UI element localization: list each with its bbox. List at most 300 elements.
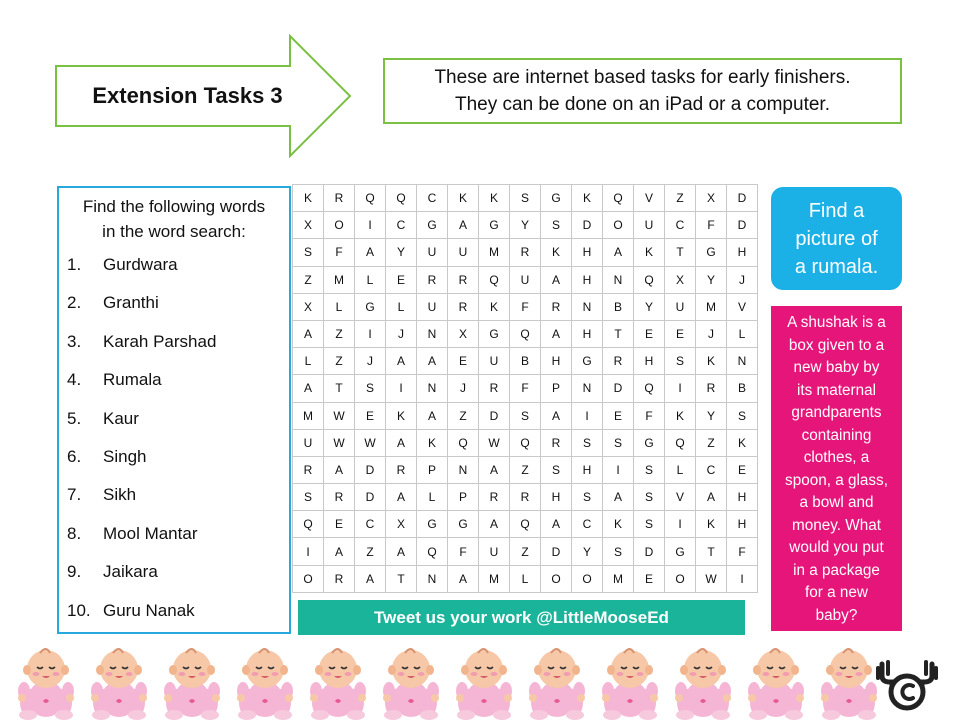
shushak-text-line: grandparents — [791, 404, 882, 421]
grid-row — [293, 266, 758, 293]
baby-icon — [375, 643, 447, 720]
grid-row — [293, 212, 758, 239]
list-number: 5. — [67, 408, 82, 428]
shushak-text-line: would you put — [789, 539, 884, 556]
baby-icon — [302, 643, 374, 720]
intro-line-2: They can be done on an iPad or a computer. — [455, 94, 830, 115]
grid-cell: A — [386, 348, 417, 375]
grid-cell: Z — [448, 402, 479, 429]
grid-cell: X — [293, 293, 324, 320]
grid-cell: R — [448, 266, 479, 293]
grid-cell: A — [448, 212, 479, 239]
shushak-text-line: A shushak is a — [787, 314, 886, 331]
list-number: 2. — [67, 293, 82, 313]
grid-cell: S — [665, 348, 696, 375]
grid-cell: G — [572, 348, 603, 375]
grid-cell: Q — [634, 266, 665, 293]
grid-cell: V — [634, 185, 665, 212]
grid-cell: W — [696, 565, 727, 592]
grid-cell: S — [293, 484, 324, 511]
list-number: 4. — [67, 370, 82, 390]
grid-cell: X — [386, 511, 417, 538]
tweet-banner: Tweet us your work @LittleMooseEd — [298, 600, 745, 635]
list-item — [59, 476, 289, 514]
list-word: Karah Parshad — [103, 331, 217, 351]
shushak-text-line: box given to a — [788, 336, 885, 354]
grid-row — [293, 293, 758, 320]
grid-cell: F — [324, 239, 355, 266]
grid-cell: Q — [603, 185, 634, 212]
grid-cell: S — [727, 402, 758, 429]
grid-cell: A — [324, 538, 355, 565]
grid-cell: E — [727, 456, 758, 483]
shushak-text-line: spoon, a glass, — [785, 471, 888, 489]
grid-cell: S — [634, 456, 665, 483]
grid-cell: E — [634, 565, 665, 592]
grid-row — [293, 565, 758, 592]
grid-cell: F — [634, 402, 665, 429]
grid-cell: N — [417, 565, 448, 592]
grid-cell: U — [293, 429, 324, 456]
list-item — [59, 246, 289, 284]
grid-row — [293, 185, 758, 212]
grid-cell: Z — [293, 266, 324, 293]
grid-cell: R — [541, 429, 572, 456]
grid-cell: Q — [293, 511, 324, 538]
grid-cell: A — [417, 402, 448, 429]
grid-cell: Z — [355, 538, 386, 565]
grid-cell: A — [448, 565, 479, 592]
grid-cell: Q — [510, 429, 541, 456]
grid-cell: N — [572, 293, 603, 320]
grid-cell: D — [479, 402, 510, 429]
grid-cell: Z — [696, 429, 727, 456]
grid-cell: R — [386, 456, 417, 483]
grid-cell: R — [696, 375, 727, 402]
list-number: 3. — [67, 331, 82, 351]
baby-icon — [594, 643, 666, 720]
grid-cell: Y — [386, 239, 417, 266]
shushak-text-line: money. What — [792, 516, 881, 534]
grid-cell: K — [603, 511, 634, 538]
grid-cell: U — [634, 212, 665, 239]
list-word: Sikh — [103, 485, 137, 505]
grid-cell: S — [355, 375, 386, 402]
grid-cell: H — [727, 484, 758, 511]
grid-cell: N — [572, 375, 603, 402]
grid-cell: A — [386, 484, 417, 511]
moose-copyright-icon — [874, 656, 940, 712]
grid-cell: E — [324, 511, 355, 538]
grid-cell: K — [572, 185, 603, 212]
find-line-1: Find a — [808, 199, 865, 222]
grid-cell: F — [448, 538, 479, 565]
grid-cell: H — [572, 456, 603, 483]
grid-cell: Y — [634, 293, 665, 320]
list-word: Rumala — [103, 370, 162, 390]
baby-strip — [10, 643, 880, 720]
grid-cell: N — [417, 320, 448, 347]
word-list-title-line-1: Find the following words — [82, 197, 266, 216]
grid-cell: C — [386, 212, 417, 239]
grid-cell: K — [293, 185, 324, 212]
grid-cell: O — [541, 565, 572, 592]
list-number: 10. — [67, 600, 91, 620]
word-list-title — [59, 194, 289, 244]
grid-cell: V — [727, 293, 758, 320]
grid-cell: U — [479, 348, 510, 375]
grid-cell: K — [696, 511, 727, 538]
grid-cell: G — [665, 538, 696, 565]
list-word: Gurdwara — [103, 255, 178, 274]
grid-cell: W — [324, 402, 355, 429]
grid-cell: R — [324, 484, 355, 511]
grid-cell: I — [665, 511, 696, 538]
grid-cell: E — [355, 402, 386, 429]
grid-cell: U — [448, 239, 479, 266]
grid-cell: Q — [355, 185, 386, 212]
grid-cell: I — [293, 538, 324, 565]
grid-cell: X — [696, 185, 727, 212]
grid-cell: P — [541, 375, 572, 402]
list-item — [59, 284, 289, 322]
grid-cell: V — [665, 484, 696, 511]
grid-cell: O — [572, 565, 603, 592]
grid-row — [293, 402, 758, 429]
grid-cell: R — [510, 239, 541, 266]
grid-cell: K — [727, 429, 758, 456]
grid-cell: C — [572, 511, 603, 538]
shushak-text-line: clothes, a — [803, 449, 870, 466]
grid-row — [293, 239, 758, 266]
grid-cell: H — [541, 348, 572, 375]
grid-cell: G — [541, 185, 572, 212]
grid-cell: D — [603, 375, 634, 402]
grid-cell: L — [293, 348, 324, 375]
list-word: Mool Mantar — [103, 523, 198, 543]
grid-row — [293, 538, 758, 565]
grid-cell: A — [386, 429, 417, 456]
grid-cell: I — [603, 456, 634, 483]
grid-cell: D — [634, 538, 665, 565]
baby-icon — [448, 643, 520, 720]
grid-cell: Y — [510, 212, 541, 239]
grid-row — [293, 320, 758, 347]
grid-cell: S — [541, 212, 572, 239]
grid-cell: R — [293, 456, 324, 483]
grid-cell: E — [386, 266, 417, 293]
grid-cell: G — [479, 212, 510, 239]
shushak-text-line: for a new — [805, 584, 868, 601]
grid-cell: R — [417, 266, 448, 293]
grid-cell: U — [510, 266, 541, 293]
grid-cell: D — [355, 484, 386, 511]
grid-cell: R — [479, 484, 510, 511]
grid-cell: T — [324, 375, 355, 402]
grid-cell: D — [727, 212, 758, 239]
grid-cell: G — [355, 293, 386, 320]
grid-cell: Z — [510, 538, 541, 565]
list-item — [59, 592, 289, 630]
grid-cell: X — [448, 320, 479, 347]
list-word: Singh — [103, 446, 147, 466]
grid-cell: N — [727, 348, 758, 375]
grid-cell: K — [386, 402, 417, 429]
shushak-text-line: new baby by — [793, 359, 880, 376]
grid-cell: Z — [324, 348, 355, 375]
grid-cell: Y — [696, 402, 727, 429]
grid-cell: K — [479, 293, 510, 320]
grid-cell: A — [479, 456, 510, 483]
grid-cell: R — [603, 348, 634, 375]
baby-icon — [667, 643, 739, 720]
grid-row — [293, 429, 758, 456]
grid-cell: Q — [665, 429, 696, 456]
grid-cell: Z — [324, 320, 355, 347]
grid-cell: T — [386, 565, 417, 592]
grid-cell: A — [541, 511, 572, 538]
grid-cell: S — [634, 484, 665, 511]
grid-cell: Q — [417, 538, 448, 565]
baby-icon — [10, 643, 82, 720]
grid-cell: Q — [510, 320, 541, 347]
grid-cell: H — [541, 484, 572, 511]
list-item — [59, 361, 289, 399]
grid-cell: X — [665, 266, 696, 293]
grid-cell: M — [603, 565, 634, 592]
grid-cell: N — [448, 456, 479, 483]
grid-cell: C — [355, 511, 386, 538]
shushak-task-box — [771, 306, 902, 631]
grid-cell: M — [479, 239, 510, 266]
grid-cell: E — [603, 402, 634, 429]
grid-cell: Y — [696, 266, 727, 293]
grid-cell: G — [634, 429, 665, 456]
grid-cell: J — [727, 266, 758, 293]
grid-cell: U — [417, 239, 448, 266]
grid-cell: H — [572, 320, 603, 347]
grid-cell: G — [417, 212, 448, 239]
grid-cell: Q — [448, 429, 479, 456]
grid-cell: O — [603, 212, 634, 239]
grid-cell: B — [510, 348, 541, 375]
grid-cell: Q — [386, 185, 417, 212]
grid-cell: P — [417, 456, 448, 483]
grid-cell: I — [727, 565, 758, 592]
grid-cell: S — [510, 185, 541, 212]
grid-cell: U — [479, 538, 510, 565]
grid-cell: W — [324, 429, 355, 456]
list-word: Kaur — [103, 408, 139, 428]
grid-cell: J — [448, 375, 479, 402]
grid-cell: S — [634, 511, 665, 538]
grid-cell: L — [510, 565, 541, 592]
find-picture-box — [771, 187, 902, 290]
grid-cell: S — [572, 429, 603, 456]
grid-cell: U — [417, 293, 448, 320]
list-number: 6. — [67, 446, 82, 466]
grid-cell: G — [448, 511, 479, 538]
shushak-text-line: baby? — [815, 606, 858, 624]
grid-cell: I — [572, 402, 603, 429]
page-title: Extension Tasks 3 — [92, 83, 283, 108]
grid-cell: A — [541, 320, 572, 347]
list-number: 9. — [67, 562, 82, 582]
grid-cell: B — [727, 375, 758, 402]
grid-cell: O — [324, 212, 355, 239]
shushak-text-line: containing — [801, 426, 872, 444]
list-word: Guru Nanak — [103, 600, 195, 620]
grid-cell: S — [293, 239, 324, 266]
list-item — [59, 553, 289, 591]
grid-cell: D — [541, 538, 572, 565]
find-line-2: picture of — [795, 227, 878, 250]
grid-cell: A — [355, 565, 386, 592]
list-item — [59, 323, 289, 361]
grid-cell: I — [665, 375, 696, 402]
baby-icon — [229, 643, 301, 720]
grid-cell: U — [665, 293, 696, 320]
grid-cell: N — [603, 266, 634, 293]
grid-cell: P — [448, 484, 479, 511]
grid-cell: M — [324, 266, 355, 293]
shushak-text-line: its maternal — [796, 381, 877, 399]
grid-cell: F — [510, 293, 541, 320]
grid-cell: K — [696, 348, 727, 375]
grid-cell: S — [541, 456, 572, 483]
grid-cell: M — [293, 402, 324, 429]
grid-cell: M — [479, 565, 510, 592]
grid-cell: R — [510, 484, 541, 511]
baby-icon — [83, 643, 155, 720]
grid-cell: A — [541, 402, 572, 429]
word-list — [59, 246, 289, 630]
list-number: 8. — [67, 523, 82, 543]
list-number: 7. — [67, 485, 82, 505]
grid-cell: Y — [572, 538, 603, 565]
shushak-text-line: a bowl and — [799, 494, 874, 511]
grid-cell: I — [386, 375, 417, 402]
grid-cell: S — [603, 538, 634, 565]
grid-cell: A — [479, 511, 510, 538]
grid-cell: J — [355, 348, 386, 375]
grid-cell: F — [696, 212, 727, 239]
grid-cell: Q — [510, 511, 541, 538]
grid-cell: A — [293, 320, 324, 347]
grid-cell: S — [572, 484, 603, 511]
grid-cell: T — [665, 239, 696, 266]
list-item — [59, 515, 289, 553]
grid-row — [293, 484, 758, 511]
grid-cell: R — [448, 293, 479, 320]
grid-cell: A — [603, 484, 634, 511]
baby-icon — [740, 643, 812, 720]
grid-cell: C — [696, 456, 727, 483]
grid-cell: F — [510, 375, 541, 402]
grid-cell: A — [293, 375, 324, 402]
grid-cell: D — [572, 212, 603, 239]
grid-cell: L — [727, 320, 758, 347]
grid-cell: Z — [665, 185, 696, 212]
grid-cell: X — [293, 212, 324, 239]
grid-cell: A — [417, 348, 448, 375]
grid-cell: Q — [479, 266, 510, 293]
grid-cell: S — [510, 402, 541, 429]
grid-cell: L — [417, 484, 448, 511]
grid-cell: H — [572, 239, 603, 266]
grid-cell: M — [696, 293, 727, 320]
grid-cell: A — [386, 538, 417, 565]
grid-cell: T — [696, 538, 727, 565]
grid-cell: K — [634, 239, 665, 266]
grid-cell: L — [386, 293, 417, 320]
grid-cell: C — [665, 212, 696, 239]
grid-cell: E — [634, 320, 665, 347]
grid-cell: O — [293, 565, 324, 592]
grid-cell: S — [603, 429, 634, 456]
grid-cell: H — [727, 239, 758, 266]
baby-icon — [156, 643, 228, 720]
grid-cell: L — [665, 456, 696, 483]
grid-cell: G — [417, 511, 448, 538]
grid-cell: B — [603, 293, 634, 320]
grid-cell: A — [696, 484, 727, 511]
grid-cell: K — [417, 429, 448, 456]
grid-cell: I — [355, 320, 386, 347]
grid-cell: R — [324, 185, 355, 212]
grid-cell: G — [696, 239, 727, 266]
grid-cell: J — [386, 320, 417, 347]
grid-cell: F — [727, 538, 758, 565]
grid-cell: R — [541, 293, 572, 320]
shushak-text-line: in a package — [793, 561, 880, 579]
grid-cell: A — [355, 239, 386, 266]
grid-cell: Z — [510, 456, 541, 483]
grid-cell: H — [634, 348, 665, 375]
baby-icon — [521, 643, 593, 720]
grid-cell: K — [541, 239, 572, 266]
grid-cell: K — [479, 185, 510, 212]
find-line-3: a rumala. — [794, 255, 879, 278]
grid-row — [293, 456, 758, 483]
grid-cell: A — [603, 239, 634, 266]
grid-cell: L — [324, 293, 355, 320]
grid-row — [293, 348, 758, 375]
grid-cell: N — [417, 375, 448, 402]
list-item — [59, 438, 289, 476]
grid-cell: C — [417, 185, 448, 212]
grid-cell: R — [324, 565, 355, 592]
word-list-title-line-2: in the word search: — [102, 222, 246, 241]
grid-cell: H — [727, 511, 758, 538]
grid-cell: D — [355, 456, 386, 483]
grid-cell: I — [355, 212, 386, 239]
grid-cell: O — [665, 565, 696, 592]
grid-cell: R — [479, 375, 510, 402]
grid-cell: A — [324, 456, 355, 483]
list-item — [59, 400, 289, 438]
grid-cell: W — [479, 429, 510, 456]
grid-cell: L — [355, 266, 386, 293]
grid-cell: K — [448, 185, 479, 212]
grid-row — [293, 375, 758, 402]
list-word: Jaikara — [103, 562, 158, 582]
grid-cell: A — [541, 266, 572, 293]
list-number: 1. — [67, 255, 82, 274]
grid-cell: H — [572, 266, 603, 293]
grid-cell: W — [355, 429, 386, 456]
intro-box — [383, 58, 902, 124]
